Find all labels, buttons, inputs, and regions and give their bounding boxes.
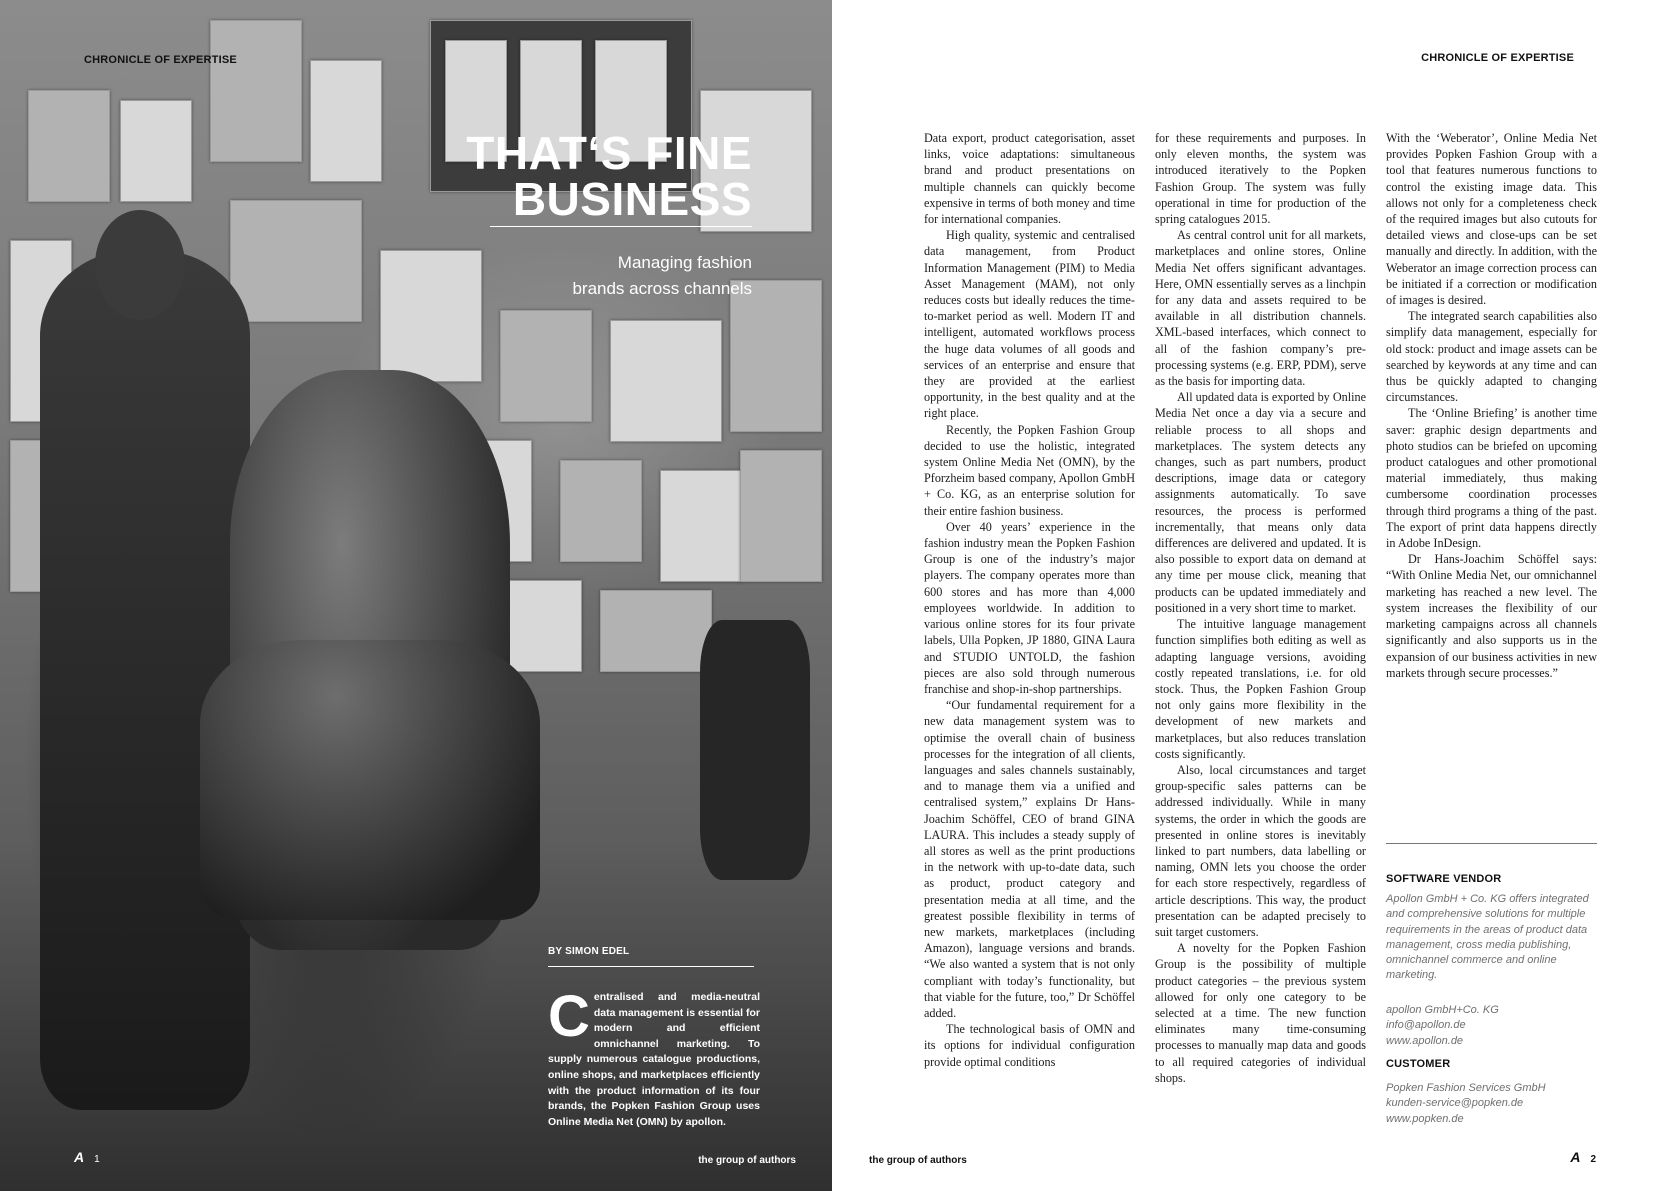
paragraph: Dr Hans-Joachim Schöffel says: “With Online Media Net, our omnichannel marketing has reached a new level. The system increases the flexibility of our marketing campaigns across all channels significantly and also supports us in the expansion of our business activities in new markets through secure processes.”	[1386, 552, 1597, 680]
byline-divider	[548, 966, 754, 967]
paragraph: A novelty for the Popken Fashion Group is the possibility of multiple product categories – the previous system allowed for only one category to be selected at a time. The new function eliminates many time-consuming processes to manually map data and goods to all required categories of individual shops.	[1155, 941, 1366, 1085]
customer-contact	[1386, 1081, 1597, 1127]
vendor-contact	[1386, 1003, 1597, 1049]
info-box-divider	[1386, 843, 1597, 844]
customer-website: www.popken.de	[1386, 1112, 1464, 1125]
paragraph: All updated data is exported by Online Media Net once a day via a secure and reliable process to all shops and marketplaces. The system detects any changes, such as part numbers, product descriptions, image data or category assignments automatically. To save resources, the process is performed incrementally, that means only data differences are delivered and updated. It is also possible to export data on demand at any time per mouse click, meaning that products can be updated immediately and positioned in a very short time to market.	[1155, 390, 1366, 615]
paragraph: The integrated search capabilities also simplify data management, especially for old stock: product and image assets can be searched by keywords at any time and can thus be quickly adapted to changing circumstances.	[1386, 309, 1597, 405]
paragraph: “Our fundamental requirement for a new data management system was to optimise the overall chain of business processes for the integration of all clients, languages and sales channels sustainably, and to manage them via a unified and centralised system,” explains Dr Hans-Joachim Schöffel, CEO of brand GINA LAURA. This includes a steady supply of all stores as well as the print productions in the network with up-to-date data, such as product, product category and presentation media at all time, and the greatest possible flexibility in terms of new markets, marketplaces (including Amazon), language versions and brands. “We also wanted a system that is not only compliant with today’s functionality, but that viable for the future, too,” Dr Schöffel added.	[924, 698, 1135, 1020]
vendor-heading: SOFTWARE VENDOR	[1386, 873, 1502, 885]
paragraph: for these requirements and purposes. In only eleven months, the system was introduced iteratively to the Popken Fashion Group. The system was fully operational in time for production of the spring catalogues 2015.	[1155, 131, 1366, 227]
footer-brand-left: the group of authors	[698, 1155, 796, 1166]
logo-icon: A	[1570, 1149, 1581, 1165]
text-column-1	[924, 130, 1135, 1070]
footer-brand-right: the group of authors	[869, 1155, 967, 1166]
customer-email: kunden-service@popken.de	[1386, 1097, 1524, 1110]
text-column-2	[1155, 130, 1366, 1086]
headline-line-2: BUSINESS	[512, 173, 752, 225]
paragraph: The intuitive language management function simplifies both editing as well as adapting language versions, avoiding costly repeated translations, i.e. for old stock. Thus, the Popken Fashion Group not only gains more flexibility in the development of new markets and marketplaces, but also reduces translation costs significantly.	[1155, 617, 1366, 761]
customer-company: Popken Fashion Services GmbH	[1386, 1082, 1546, 1094]
right-page	[832, 0, 1663, 1191]
paragraph: As central control unit for all markets, marketplaces and online stores, Online Media Net offers significant advantages. Here, OMN essentially serves as a linchpin for any data and assets required to be available in all distribution channels. XML-based interfaces, which connect to all of the fashion company’s pre-processing systems (e.g. ERP, PDM), serve as the basis for importing data.	[1155, 228, 1366, 389]
article-headline	[332, 127, 752, 225]
headline-divider	[490, 226, 752, 227]
paragraph: Data export, product categorisation, asset links, voice adaptations: simultaneous brand and product presentations on multiple channels can quickly become expensive in terms of both money and time for international companies.	[924, 131, 1135, 227]
paragraph: The ‘Online Briefing’ is another time saver: graphic design departments and photo studios can be briefed on upcoming product catalogues and other promotional material immediately, thus making cumbersome coordination processes through third programs a thing of the past. The export of print data happens directly in Adobe InDesign.	[1386, 406, 1597, 551]
vendor-email: info@apollon.de	[1386, 1019, 1466, 1032]
intro-text: entralised and media-neutral data management is essential for modern and efficient omnichannel marketing. To supply numerous catalogue productions, online shops, and marketplaces efficiently with the product information of its four brands, the Popken Fashion Group uses Online Media Net (OMN) by apollon.	[548, 991, 760, 1128]
customer-heading: CUSTOMER	[1386, 1058, 1451, 1070]
vendor-website: www.apollon.de	[1386, 1034, 1464, 1047]
running-head-right: CHRONICLE OF EXPERTISE	[1421, 52, 1574, 64]
subtitle-line-2: brands across channels	[572, 279, 752, 298]
footer-right	[1570, 1149, 1596, 1167]
woman-head	[95, 210, 185, 320]
text-column-3	[1386, 130, 1597, 681]
paragraph: Recently, the Popken Fashion Group decided to use the holistic, integrated system Online Media Net (OMN), by the Pforzheim based company, Apollon GmbH + Co. KG, as an enterprise solution for their entire fashion business.	[924, 422, 1135, 518]
drop-cap: C	[548, 984, 590, 1049]
paragraph: High quality, systemic and centralised data management, from Product Information Management (PIM) to Media Asset Management (MAM), not only reduces costs but ideally reduces the time-to-market period as well. Modern IT and intelligent, automated workflows process the huge data volumes of all goods and services of an enterprise and ensure that they are provided at the earliest opportunity, in the best quality and at the right place.	[924, 228, 1135, 421]
page-number-left: 1	[94, 1154, 100, 1165]
headline-line-1: THAT‘S FINE	[466, 127, 752, 179]
subtitle-line-1: Managing fashion	[617, 253, 752, 272]
byline: BY SIMON EDEL	[548, 946, 630, 957]
paragraph: Over 40 years’ experience in the fashion industry mean the Popken Fashion Group is one of the industry’s major players. The company operates more than 600 stores and has more than 4,000 employees worldwide. In addition to various online stores for its four private labels, Ulla Popken, JP 1880, GINA Laura and STUDIO UNTOLD, the fashion pieces are also sold through numerous franchise and shop-in-shop partnerships.	[924, 519, 1135, 696]
article-subtitle	[492, 250, 752, 302]
vendor-company: apollon GmbH+Co. KG	[1386, 1004, 1499, 1016]
logo-icon: A	[74, 1149, 85, 1165]
paragraph: The technological basis of OMN and its options for individual configuration provide optimal conditions	[924, 1022, 1135, 1069]
vendor-description: Apollon GmbH + Co. KG offers integrated and comprehensive solutions for multiple requirements in the areas of product data management, cross media publishing, omnichannel commerce and online marketing.	[1386, 893, 1589, 982]
footer-left	[74, 1149, 100, 1167]
running-head-left: CHRONICLE OF EXPERTISE	[84, 54, 237, 66]
page-number-right: 2	[1590, 1154, 1596, 1165]
mannequin-skirt	[200, 640, 540, 920]
intro-paragraph	[548, 984, 760, 1130]
paragraph: With the ‘Weberator’, Online Media Net provides Popken Fashion Group with a tool that features numerous functions to control the existing image data. This allows not only for a completeness check of the required images but also cutouts for detailed views and close-ups can be set manually and directly. In addition, with the Weberator an image correction process can be initiated if a correction or modification of images is desired.	[1386, 131, 1597, 308]
paragraph: Also, local circumstances and target group-specific sales patterns can be addressed individually. While in many systems, the order in which the goods are presented in online stores is inevitably linked to part numbers, data labelling or naming, OMN lets you choose the order for each store respectively, regardless of article descriptions. This way, the product presentation can be adapted precisely to suit target customers.	[1155, 762, 1366, 939]
